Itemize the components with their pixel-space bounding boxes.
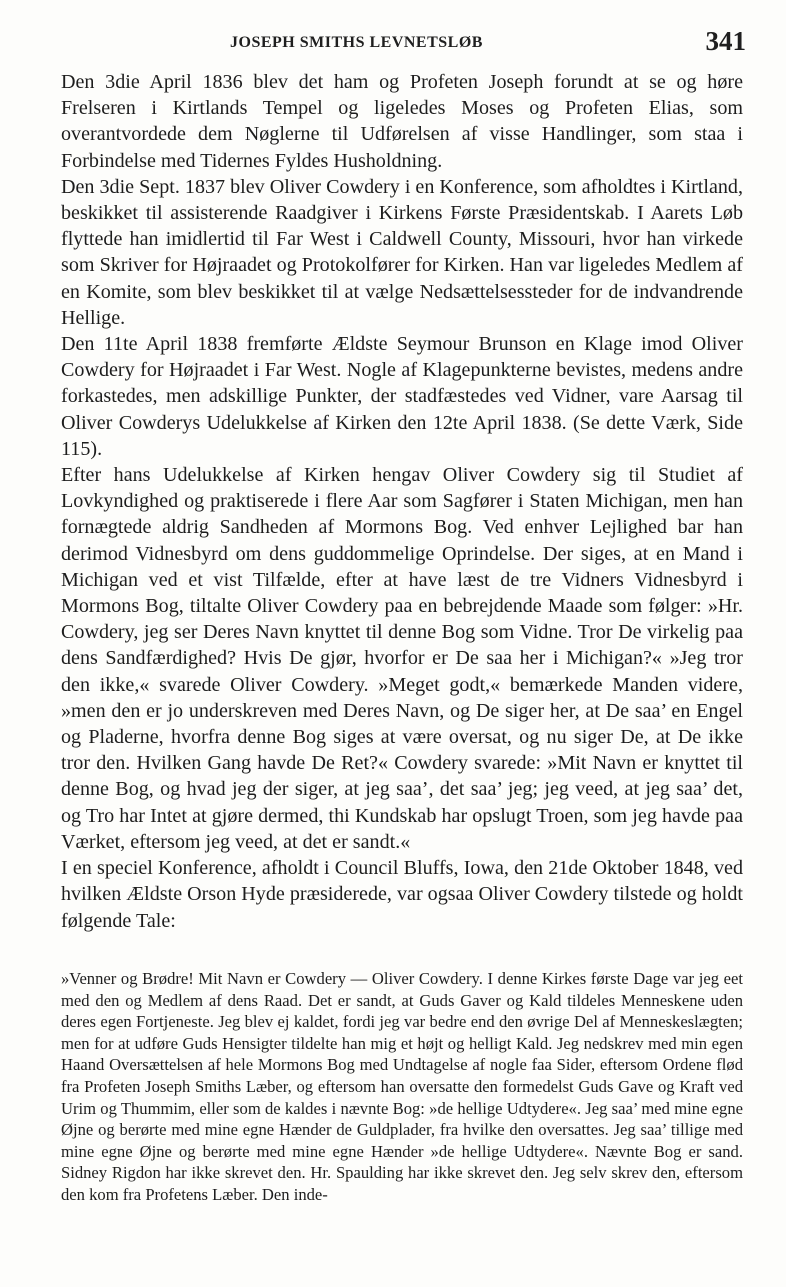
- page-header: [60, 26, 746, 62]
- page-number: 341: [705, 26, 746, 56]
- paragraph: Den 3die April 1836 blev det ham og Profeten Joseph forundt at se og høre Frelseren i Kirtlands Tempel og ligeledes Moses og Profeten Elias, som overantvordede dem Nøglerne til Udførelsen af visse Handlinger, som staa i Forbindelse med Tidernes Fyldes Husholdning.: [61, 71, 743, 172]
- running-title: JOSEPH SMITHS LEVNETSLØB: [230, 34, 483, 51]
- paragraph: Den 3die Sept. 1837 blev Oliver Cowdery i en Konference, som afholdtes i Kirtland, beskikket til assisterende Raadgiver i Kirkens Første Præsidentskab. I Aarets Løb flyttede han imidlertid til Far West i Caldwell County, Missouri, hvor han virkede som Skriver for Højraadet og Protokolfører for Kirken. Han var ligeledes Medlem af en Komite, som blev beskikket til at vælge Nedsættelsessteder for de indvandrende Hellige.: [61, 175, 743, 329]
- quote-paragraph: »Venner og Brødre! Mit Navn er Cowdery — Oliver Cowdery. I denne Kirkes første Dage var jeg eet med den og Medlem af dens Raad. Det er sandt, at Guds Gaver og Kald tildeles Menneskene uden deres egen Fortjeneste. Jeg blev ej kaldet, fordi jeg var bedre end den øvrige Del af Menneskeslægten; men for at udføre Guds Hensigter tildelte han mig et højt og helligt Kald. Jeg nedskrev med min egen Haand Oversættelsen af hele Mormons Bog med Undtagelse af nogle faa Sider, eftersom Ordene flød fra Profeten Joseph Smiths Læber, og eftersom han oversatte den formedelst Guds Gave og Kraft ved Urim og Thummim, eller som de kaldes i nævnte Bog: »de hellige Udtydere«. Jeg saa’ med mine egne Øjne og berørte med mine egne Hænder de Guldplader, fra hvilke den oversattes. Jeg saa’ tillige med mine egne Øjne og berørte med mine egne Hænder »de hellige Udtydere«. Nævnte Bog er sand. Sidney Rigdon har ikke skrevet den. Hr. Spaulding har ikke skrevet den. Jeg selv skrev den, eftersom den kom fra Profetens Læber. Den inde-: [61, 969, 743, 1204]
- paragraph: Efter hans Udelukkelse af Kirken hengav Oliver Cowdery sig til Studiet af Lovkyndighed og praktiserede i flere Aar som Sagfører i Staten Michigan, men han fornægtede aldrig Sandheden af Mormons Bog. Ved enhver Lejlighed bar han derimod Vidnesbyrd om dens guddommelige Oprindelse. Der siges, at en Mand i Michigan ved et vist Tilfælde, efter at have læst de tre Vidners Vidnesbyrd i Mormons Bog, tiltalte Oliver Cowdery paa en bebrejdende Maade som følger: »Hr. Cowdery, jeg ser Deres Navn knyttet til denne Bog som Vidne. Tror De virkelig paa dens Sandfærdighed? Hvis De gjør, hvorfor er De saa her i Michigan?« »Jeg tror den ikke,« svarede Oliver Cowdery. »Meget godt,« bemærkede Manden videre, »men den er jo underskreven med Deres Navn, og De siger her, at De saa’ en Engel og Pladerne, hvorfra denne Bog siges at være oversat, og nu siger De, at De ikke tror den. Hvilken Gang havde De Ret?« Cowdery svarede: »Mit Navn er knyttet til denne Bog, og hvad jeg der siger, at jeg saa’, det saa’ jeg; jeg veed, at jeg saa’ det, og Tro har Intet at gjøre dermed, thi Kundskab har opslugt Troen, som jeg havde paa Værket, eftersom jeg veed, at det er sandt.«: [61, 464, 743, 853]
- paragraph: Den 11te April 1838 fremførte Ældste Seymour Brunson en Klage imod Oliver Cowdery for Højraadet i Far West. Nogle af Klagepunkterne bevistes, medens andre forkastedes, men adskillige Punkter, der stadfæstedes ved Vidner, vare Aarsag til Oliver Cowderys Udelukkelse af Kirken den 12te April 1838. (Se dette Værk, Side 115).: [61, 333, 743, 460]
- body-text: [61, 69, 743, 934]
- quoted-speech: [61, 968, 743, 1206]
- paragraph: I en speciel Konference, afholdt i Council Bluffs, Iowa, den 21de Oktober 1848, ved hvilken Ældste Orson Hyde præsiderede, var ogsaa Oliver Cowdery tilstede og holdt følgende Tale:: [61, 857, 743, 932]
